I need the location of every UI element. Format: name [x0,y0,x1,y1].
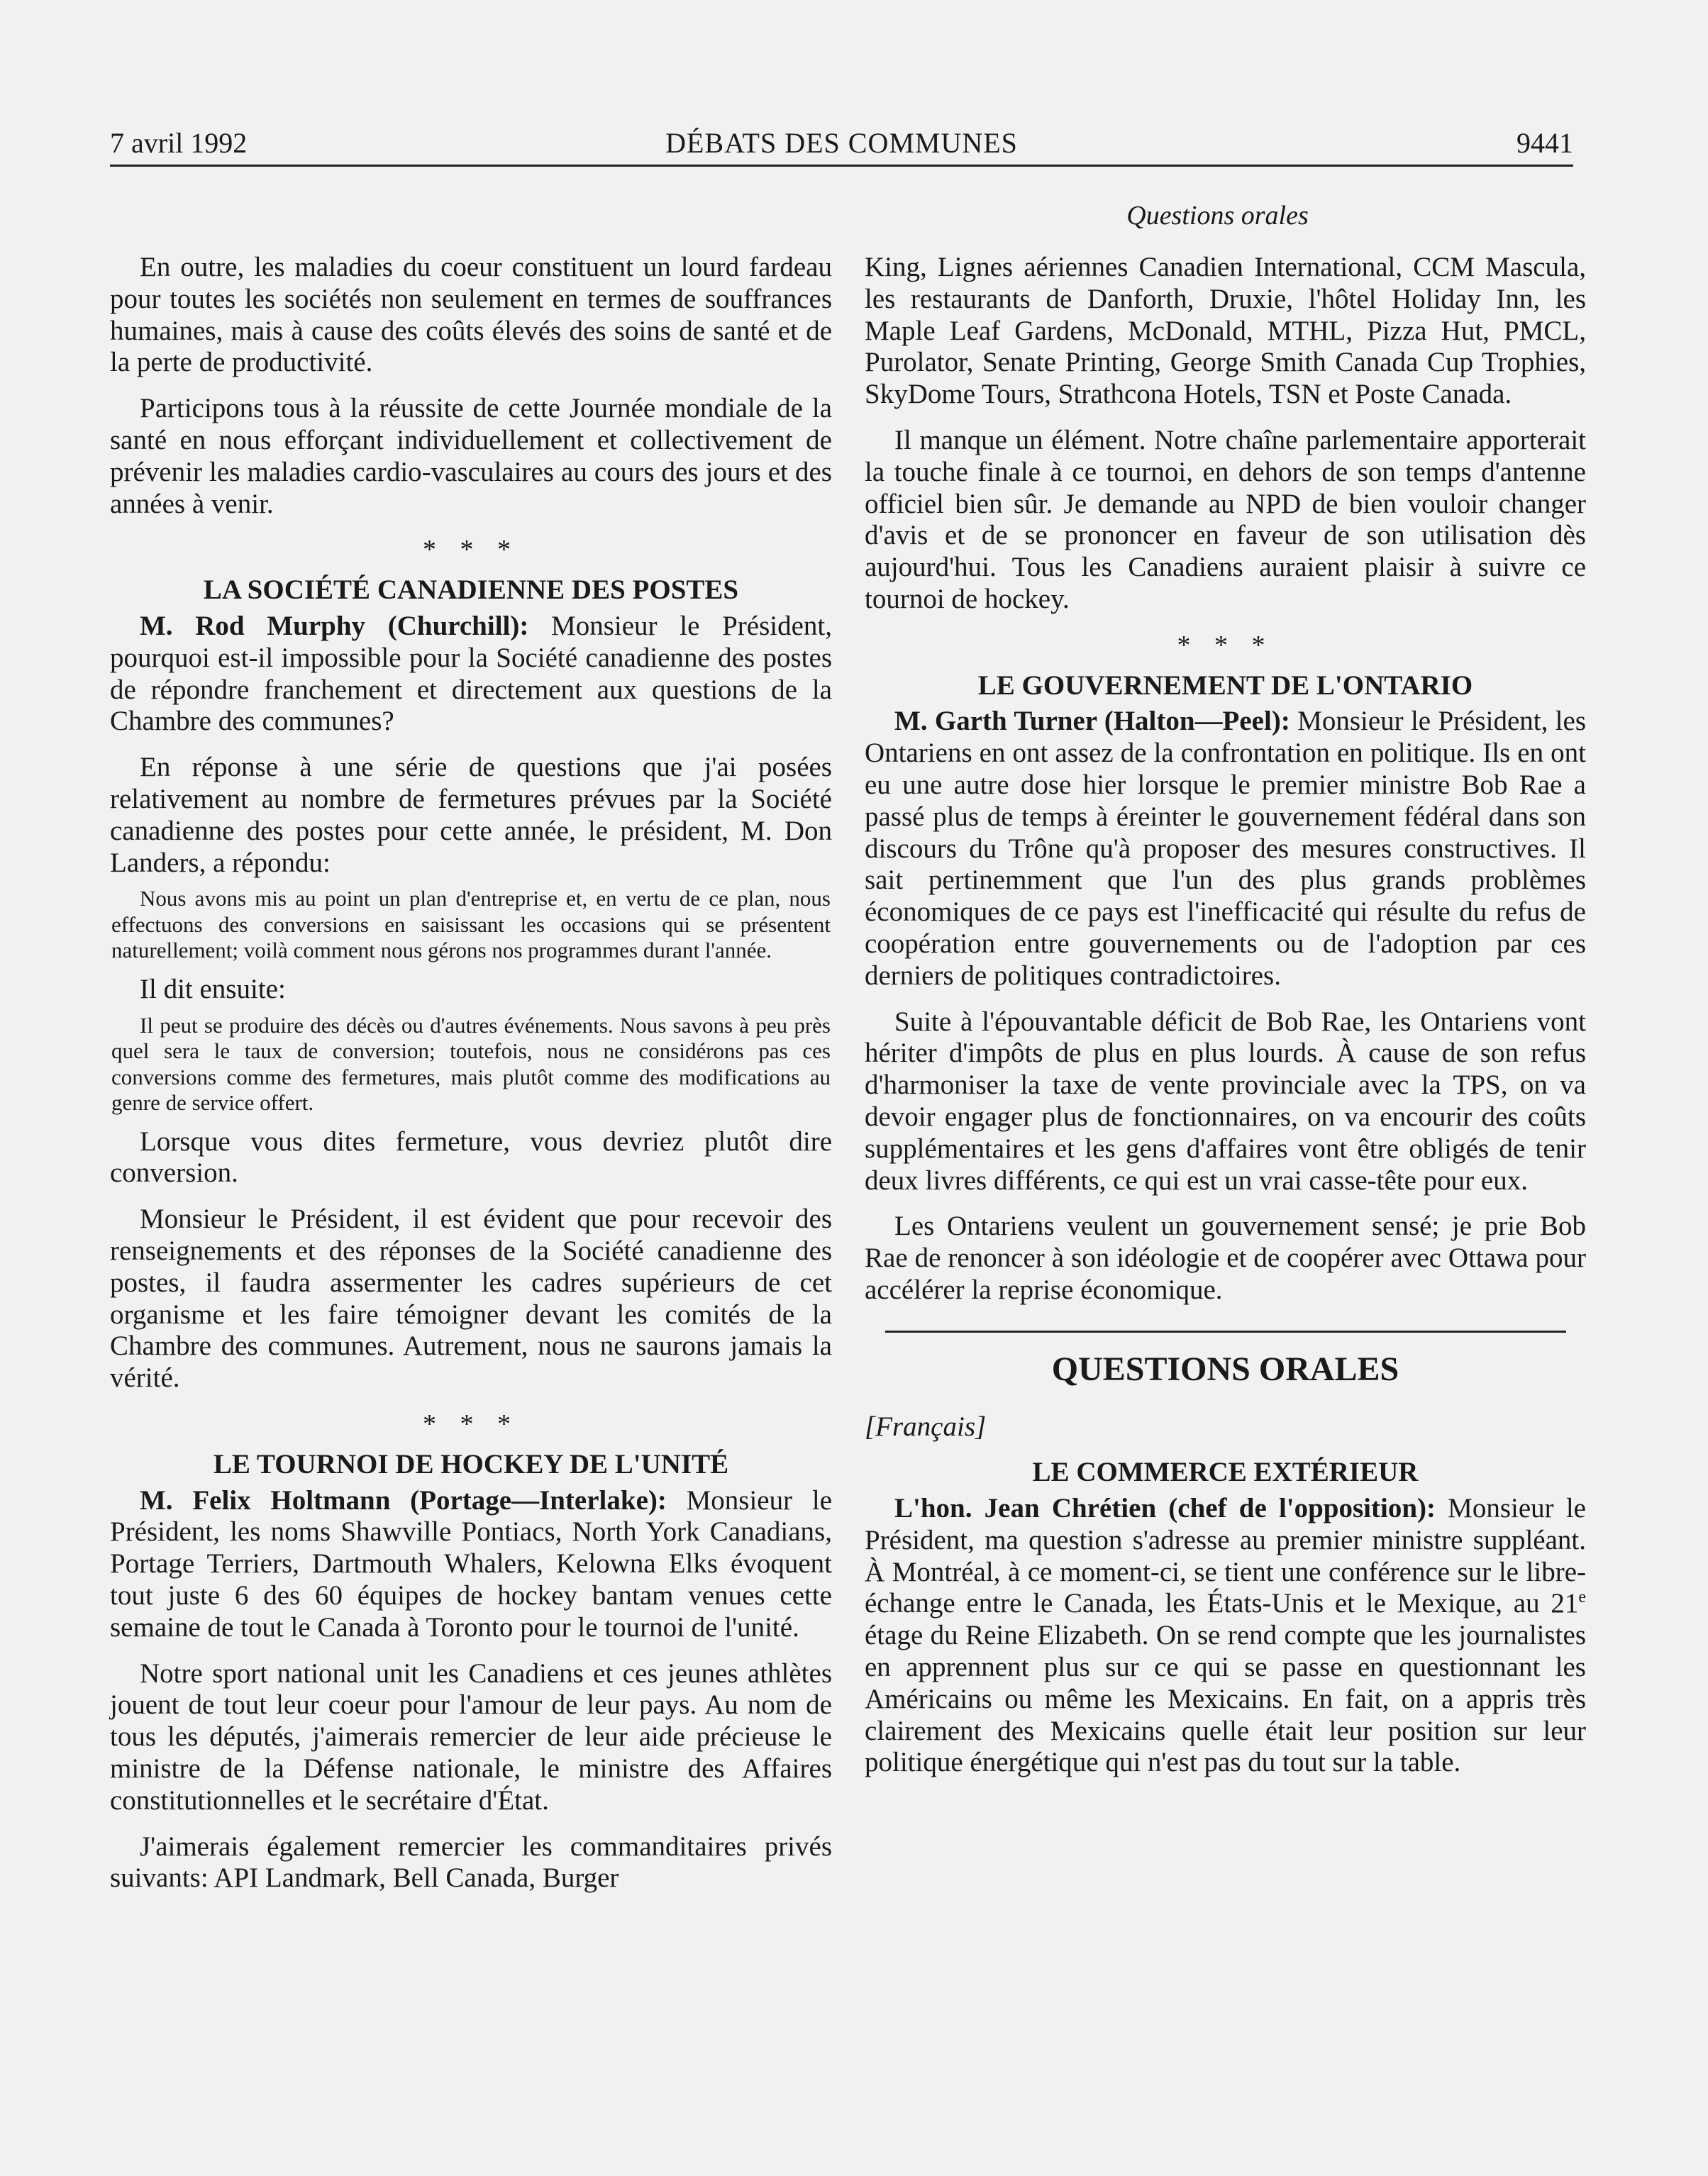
speech-text: Monsieur le Président, pourquoi est-il impossible pour la Société canadienne des postes de répondre franchement et directement aux questions de la Chambre des communes? [110,610,832,737]
speaker-name: M. Felix Holtmann (Portage—Interlake): [140,1484,667,1516]
section-separator: * * * [1177,630,1274,660]
paragraph: Lorsque vous dites fermeture, vous devriez plutôt dire conversion. [110,1126,832,1189]
paragraph [865,1493,1586,1779]
paragraph: Monsieur le Président, il est évident que pour recevoir des renseignements et des réponses de la Société canadienne des postes, il faudra assermenter les cadres supérieurs de cet organisme et les faire témoigner devant les comités de la Chambre des communes. Autrement, nous ne saurons jamais la vérité. [110,1204,832,1394]
section-separator: * * * [423,1409,519,1440]
section-rule [885,1331,1566,1333]
paragraph: Notre sport national unit les Canadiens et ces jeunes athlètes jouent de tout leur coeur pour l'amour de leur pays. Au nom de tous les députés, j'aimerais remercier de leur aide précieuse le ministre de la Défense nationale, le ministre des Affaires constitutionnelles et le secrétaire d'État. [110,1658,832,1816]
superscript: e [1578,1588,1586,1607]
header-date: 7 avril 1992 [110,127,248,159]
paragraph [110,611,832,738]
speech-text: Monsieur le Président, les noms Shawville Pontiacs, North York Canadians, Portage Terriers, Dartmouth Whalers, Kelowna Elks évoquent tout juste 6 des 60 équipes de hockey bantam venues cette semaine de tout le Canada à Toronto pour le tournoi de l'unité. [110,1484,832,1643]
speech-text: étage du Reine Elizabeth. On se rend compte que les journalistes en apprennent plus sur ce qui se passe en questionnant les Américains ou même les Mexicains. En fait, on a appris très clairement des Mexicains quelle était leur position sur leur politique énergétique qui n'est pas du tout sur la table. [865,1620,1586,1778]
paragraph [110,1485,832,1644]
heading-commerce: LE COMMERCE EXTÉRIEUR [1032,1457,1419,1488]
paragraph: Participons tous à la réussite de cette Journée mondiale de la santé en nous efforçant individuellement et collectivement de prévenir les maladies cardio-vasculaires au cours des jours et des années à venir. [110,393,832,519]
section-separator: * * * [423,535,519,565]
left-column [110,252,832,1909]
paragraph: Il dit ensuite: [140,973,286,1004]
paragraph: Il manque un élément. Notre chaîne parlementaire apporterait la touche finale à ce tournoi, en dehors de son temps d'antenne officiel bien sûr. Je demande au NPD de bien vouloir changer d'avis et de se prononcer en faveur de son utilisation dès aujourd'hui. Tous les Canadiens auraient plaisir à suivre ce tournoi de hockey. [865,424,1586,614]
paragraph [865,706,1586,992]
language-marker: [Français] [865,1411,987,1442]
paragraph: King, Lignes aériennes Canadien International, CCM Mascula, les restaurants de Danforth, Druxie, l'hôtel Holiday Inn, les Maple Leaf Gardens, McDonald, MTHL, Pizza Hut, PMCL, Purolator, Senate Printing, George Smith Canada Cup Trophies, SkyDome Tours, Strathcona Hotels, TSN et Poste Canada. [865,252,1586,410]
paragraph: Les Ontariens veulent un gouvernement sensé; je prie Bob Rae de renoncer à son idéologie et de coopérer avec Ottawa pour accélérer la reprise économique. [865,1211,1586,1305]
heading-postes: LA SOCIÉTÉ CANADIENNE DES POSTES [203,574,739,606]
paragraph: J'aimerais également remercier les commanditaires privés suivants: API Landmark, Bell Canada, Burger [110,1831,832,1894]
heading-ontario: LE GOUVERNEMENT DE L'ONTARIO [977,670,1473,701]
page-number: 9441 [1516,127,1573,159]
speaker-name: L'hon. Jean Chrétien (chef de l'opposition): [894,1493,1436,1524]
speaker-name: M. Rod Murphy (Churchill): [140,610,529,641]
paragraph: Suite à l'épouvantable déficit de Bob Rae, les Ontariens vont hériter d'impôts de plus en plus lourds. À cause de son refus d'harmoniser la taxe de vente provinciale avec la TPS, on va devoir engager plus de fonctionnaires, on va encourir des coûts supplémentaires et les gens d'affaires vont être obligés de tenir deux livres différents, ce qui est un vrai casse-tête pour eux. [865,1006,1586,1196]
paragraph: En outre, les maladies du coeur constituent un lourd fardeau pour toutes les sociétés non seulement en termes de souffrances humaines, mais à cause des coûts élevés des soins de santé et de la perte de productivité. [110,252,832,378]
block-quote: Il peut se produire des décès ou d'autres événements. Nous savons à peu près quel sera le taux de conversion; toutefois, nous ne considérons pas ces conversions comme des fermetures, mais plutôt comme des modifications au genre de service offert. [111,1012,831,1116]
running-header [110,126,1573,167]
paragraph: En réponse à une série de questions que j'ai posées relativement au nombre de fermetures prévues par la Société canadienne des postes pour cette année, le président, M. Don Landers, a répondu: [110,752,832,878]
speech-text: Monsieur le Président, ma question s'adresse au premier ministre suppléant. À Montréal, à ce moment-ci, se tient une conférence sur le libre-échange entre le Canada, les États-Unis et le Mexique, au 21 [865,1493,1586,1619]
section-label: Questions orales [1126,201,1309,231]
right-column [865,252,1586,1793]
heading-hockey: LE TOURNOI DE HOCKEY DE L'UNITÉ [213,1448,729,1480]
speaker-name: M. Garth Turner (Halton—Peel): [894,706,1290,737]
heading-questions-orales: QUESTIONS ORALES [1051,1350,1399,1388]
speech-text: Monsieur le Président, les Ontariens en ont assez de la confrontation en politique. Ils en ont eu une autre dose hier lorsque le premier ministre Bob Rae a passé plus de temps à éreinter le gouvernement fédéral dans son discours du Trône qu'à proposer des mesures constructives. Il sait pertinemment que l'un des plus grands problèmes économiques de ce pays est l'inefficacité qui résulte du refus de coopération entre gouvernements ou de l'adoption par ces derniers de politiques contradictoires. [865,706,1586,991]
block-quote: Nous avons mis au point un plan d'entreprise et, en vertu de ce plan, nous effectuons des conversions en saisissant les occasions qui se présentent naturellement; voilà comment nous gérons nos programmes durant l'année. [111,886,831,963]
header-title: DÉBATS DES COMMUNES [665,127,1018,159]
